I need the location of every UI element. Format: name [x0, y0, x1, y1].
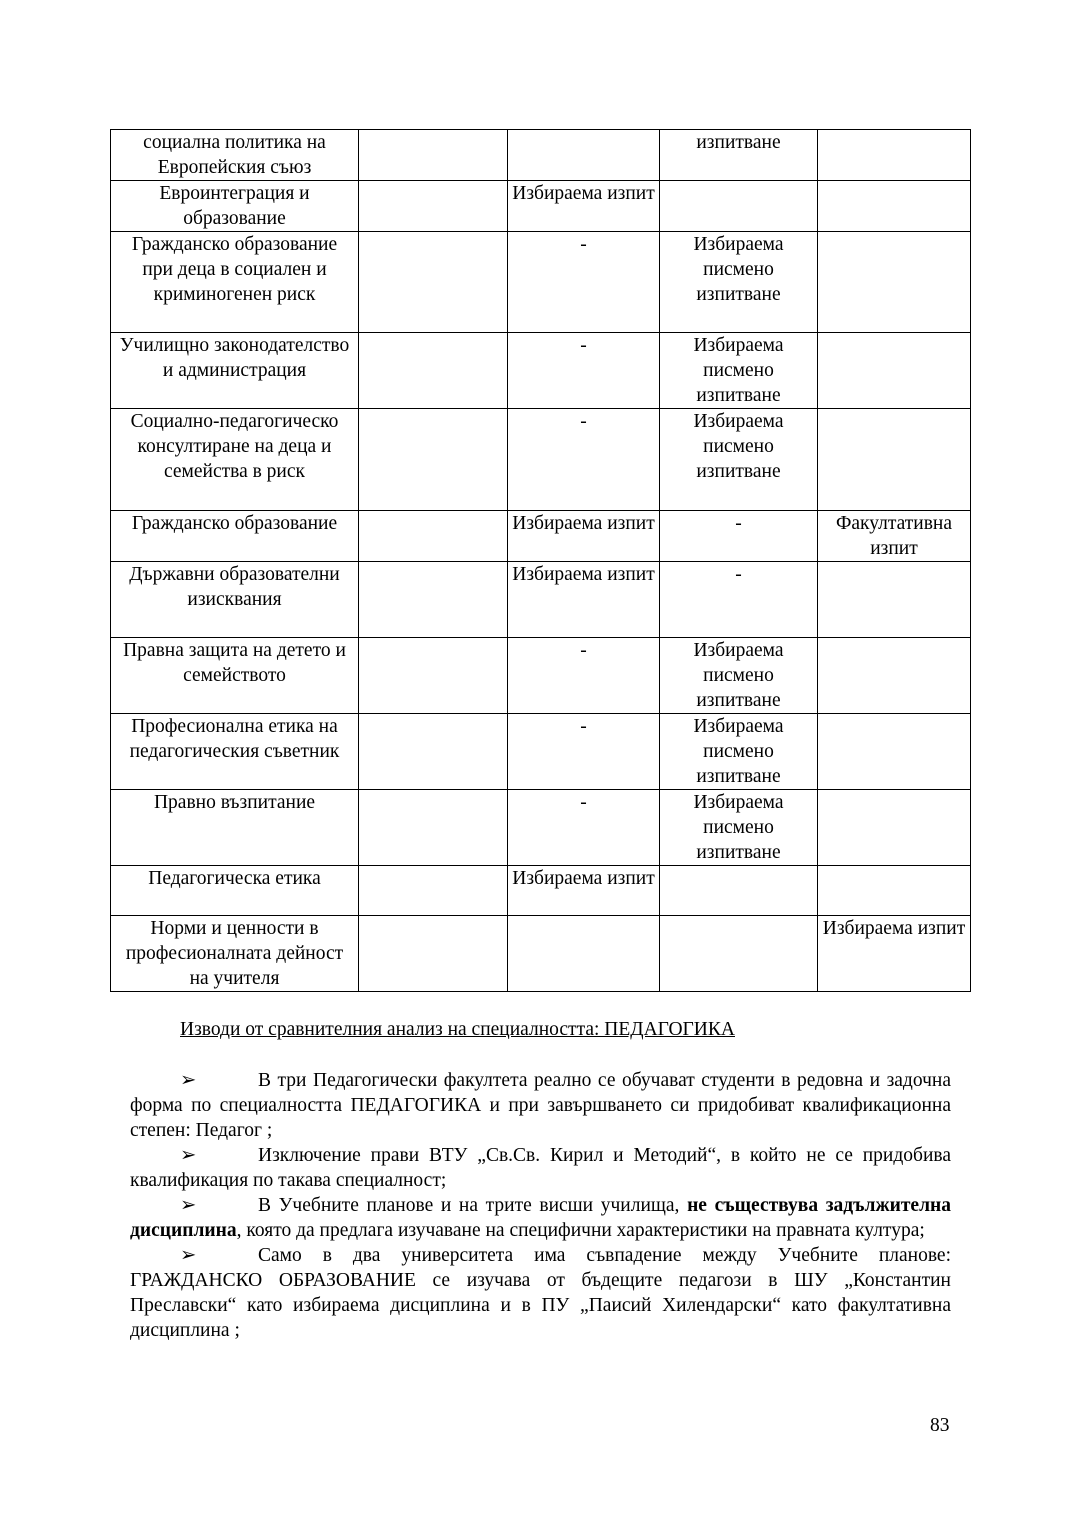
conclusion-item — [130, 1143, 951, 1193]
table-cell: - — [508, 333, 660, 409]
table-cell — [359, 232, 508, 333]
table-cell — [359, 562, 508, 638]
table-row — [111, 790, 971, 866]
table-cell — [818, 232, 971, 333]
table-cell — [359, 638, 508, 714]
discipline-cell: Правна защита на детето и семейството — [111, 638, 359, 714]
table-cell: Избираема писмено изпитване — [660, 409, 818, 511]
table-cell: Избираема писмено изпитване — [660, 232, 818, 333]
arrow-bullet-icon: ➢ — [180, 1145, 197, 1166]
table-cell — [660, 916, 818, 992]
discipline-cell: Педагогическа етика — [111, 866, 359, 916]
table-cell — [818, 409, 971, 511]
table-cell: изпитване — [660, 130, 818, 181]
table-row — [111, 181, 971, 232]
conclusion-text: В Учебните планове и на трите висши училища, — [258, 1195, 688, 1216]
arrow-bullet-icon: ➢ — [180, 1195, 197, 1216]
table-cell: Избираема изпит — [508, 562, 660, 638]
table-cell — [818, 790, 971, 866]
conclusion-text: В три Педагогически факултета реално се обучават студенти в редовна и задочна форма по специалността ПЕДАГОГИКА и при завършването си придобиват квалификационна степен: Педагог ; — [130, 1070, 951, 1141]
table-cell — [359, 790, 508, 866]
discipline-cell: Норми и ценности в професионалната дейност на учителя — [111, 916, 359, 992]
table-row — [111, 130, 971, 181]
table-cell: - — [508, 409, 660, 511]
table-cell — [359, 916, 508, 992]
table-cell: Избираема изпит — [818, 916, 971, 992]
table-cell — [818, 866, 971, 916]
conclusion-text: Изключение прави ВТУ „Св.Св. Кирил и Методий“, в който не се придобива квалификация по такава специалност; — [130, 1145, 951, 1191]
table-cell: Избираема писмено изпитване — [660, 333, 818, 409]
table-row — [111, 409, 971, 511]
table-cell: Избираема писмено изпитване — [660, 714, 818, 790]
table-cell: - — [508, 714, 660, 790]
table-row — [111, 232, 971, 333]
discipline-cell: Училищно законодателство и администрация — [111, 333, 359, 409]
discipline-cell: Гражданско образование — [111, 511, 359, 562]
table-cell: - — [508, 232, 660, 333]
table-cell — [359, 130, 508, 181]
arrow-bullet-icon: ➢ — [180, 1070, 197, 1091]
table-cell: - — [660, 562, 818, 638]
table-cell — [660, 181, 818, 232]
table-cell — [359, 511, 508, 562]
table-cell — [359, 866, 508, 916]
table-cell: Избираема изпит — [508, 866, 660, 916]
table-cell: - — [508, 638, 660, 714]
page-number: 83 — [930, 1415, 950, 1436]
table-cell — [508, 916, 660, 992]
table-cell — [359, 409, 508, 511]
table-cell — [818, 562, 971, 638]
conclusion-text: Само в два университета има съвпадение между Учебните планове: ГРАЖДАНСКО ОБРАЗОВАНИЕ се изучава от бъдещите педагози в ШУ „Константин Преславски“ като избираема дисциплина и в ПУ „Паисий Хилендарски“ като факултативна дисциплина ; — [130, 1245, 951, 1341]
table-cell — [508, 130, 660, 181]
table-row — [111, 916, 971, 992]
table-cell: - — [508, 790, 660, 866]
table-row — [111, 866, 971, 916]
table-row — [111, 638, 971, 714]
table-cell: - — [660, 511, 818, 562]
discipline-cell: Държавни образователни изисквания — [111, 562, 359, 638]
table-cell: Избираема изпит — [508, 511, 660, 562]
table-cell: Избираема писмено изпитване — [660, 638, 818, 714]
section-heading: Изводи от сравнителния анализ на специалността: ПЕДАГОГИКА — [180, 1019, 735, 1040]
discipline-cell: Социално-педагогическо консултиране на деца и семейства в риск — [111, 409, 359, 511]
discipline-cell: Евроинтеграция и образование — [111, 181, 359, 232]
curriculum-comparison-table — [110, 129, 971, 992]
table-cell — [660, 866, 818, 916]
table-row — [111, 714, 971, 790]
table-cell: Факултативна изпит — [818, 511, 971, 562]
discipline-cell: Професионална етика на педагогическия съветник — [111, 714, 359, 790]
table-cell — [818, 714, 971, 790]
conclusion-item — [130, 1068, 951, 1143]
table-cell: Избираема изпит — [508, 181, 660, 232]
table-cell — [359, 714, 508, 790]
conclusion-item — [130, 1193, 951, 1243]
emphasized-text: не съществува задължителна дисциплина — [130, 1195, 951, 1241]
table-cell — [818, 181, 971, 232]
discipline-cell: Гражданско образование при деца в социален и криминогенен риск — [111, 232, 359, 333]
table-cell: Избираема писмено изпитване — [660, 790, 818, 866]
table-cell — [359, 333, 508, 409]
conclusions-list — [130, 1068, 951, 1343]
conclusion-item — [130, 1243, 951, 1343]
table-cell — [818, 638, 971, 714]
conclusion-text: , която да предлага изучаване на специфични характеристики на правната култура; — [236, 1220, 925, 1241]
discipline-cell: Правно възпитание — [111, 790, 359, 866]
table-cell — [359, 181, 508, 232]
table-cell — [818, 333, 971, 409]
table-row — [111, 333, 971, 409]
table-cell — [818, 130, 971, 181]
arrow-bullet-icon: ➢ — [180, 1245, 197, 1266]
discipline-cell: социална политика на Европейския съюз — [111, 130, 359, 181]
table-row — [111, 562, 971, 638]
table-row — [111, 511, 971, 562]
